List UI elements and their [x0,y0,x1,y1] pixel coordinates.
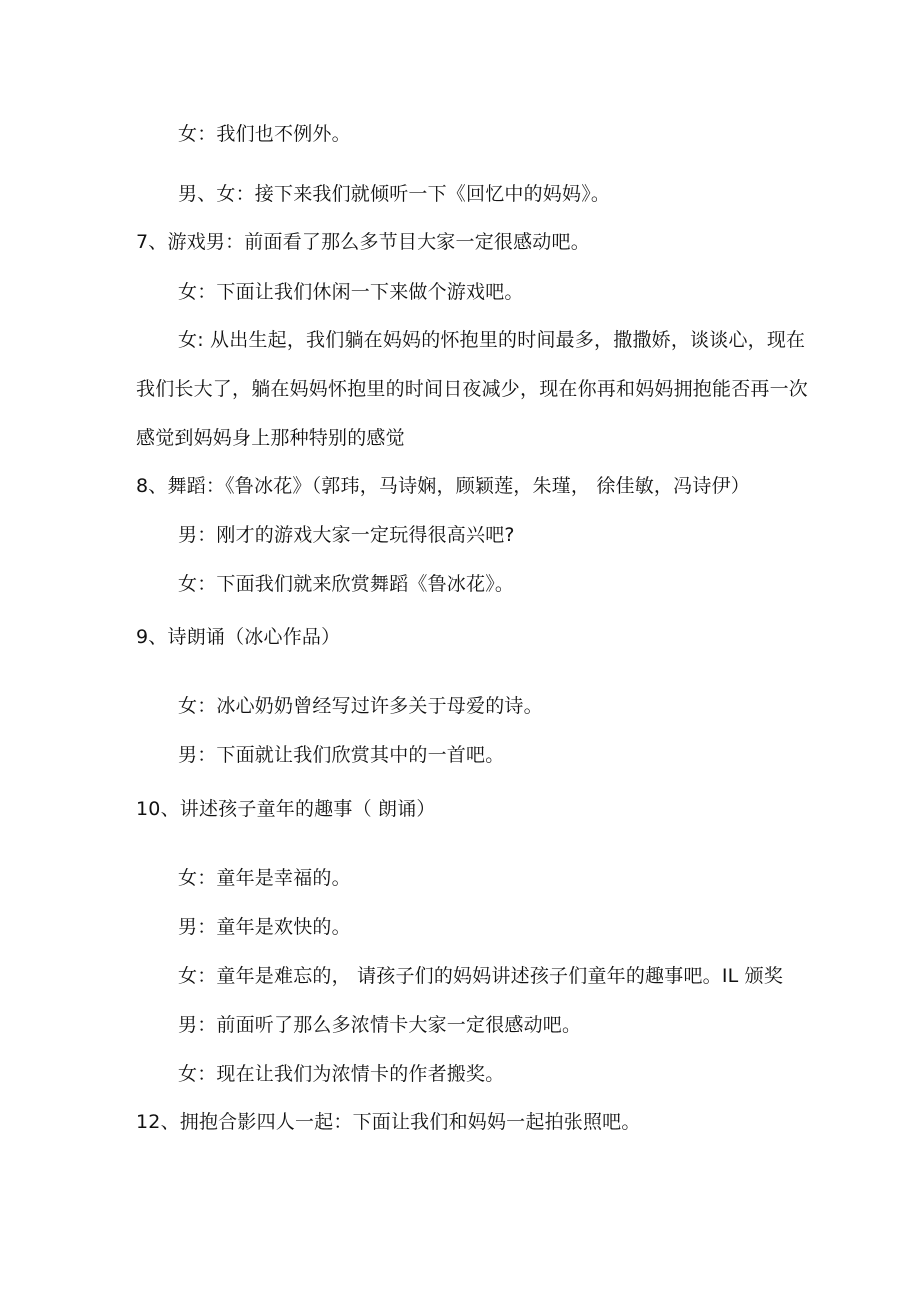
text-line: 女: 从出生起，我们躺在妈妈的怀抱里的时间最多，撒撒娇，谈谈心，现在 [178,329,806,351]
section-heading: 9、诗朗诵（冰心作品） [136,626,341,648]
section-heading: 7、游戏男：前面看了那么多节目大家一定很感动吧。 [136,231,590,253]
text-line: 男、女：接下来我们就倾听一下《回忆中的妈妈》。 [178,183,611,205]
text-line: 女：现在让我们为浓情卡的作者搬奖。 [178,1063,505,1085]
text-line: 女：冰心奶奶曾经写过许多关于母爱的诗。 [178,695,543,717]
text-line: 感觉到妈妈身上那种特别的感觉 [136,427,405,449]
section-heading: 10、讲述孩子童年的趣事（ 朗诵） [136,798,436,820]
section-heading: 12、拥抱合影四人一起：下面让我们和妈妈一起拍张照吧。 [136,1111,641,1133]
section-heading: 8、舞蹈：《鲁冰花》（郭玮，马诗娴，顾颖莲，朱瑾， 徐佳敏，冯诗伊） [136,475,750,497]
text-line: 男：童年是欢快的。 [178,916,351,938]
text-line: 男：刚才的游戏大家一定玩得很高兴吧? [178,524,515,546]
text-line: 女：下面让我们休闲一下来做个游戏吧。 [178,281,524,303]
text-line: 男：前面听了那么多浓情卡大家一定很感动吧。 [178,1014,582,1036]
text-line: 男：下面就让我们欣赏其中的一首吧。 [178,744,505,766]
text-line: 女：童年是难忘的， 请孩子们的妈妈讲述孩子们童年的趣事吧。IL 颁奖 [178,965,784,987]
text-line: 女：童年是幸福的。 [178,867,351,889]
text-line: 女：下面我们就来欣赏舞蹈《鲁冰花》。 [178,573,515,595]
text-line: 我们长大了，躺在妈妈怀抱里的时间日夜减少，现在你再和妈妈拥抱能否再一次 [136,378,809,400]
text-line: 女：我们也不例外。 [178,123,351,145]
